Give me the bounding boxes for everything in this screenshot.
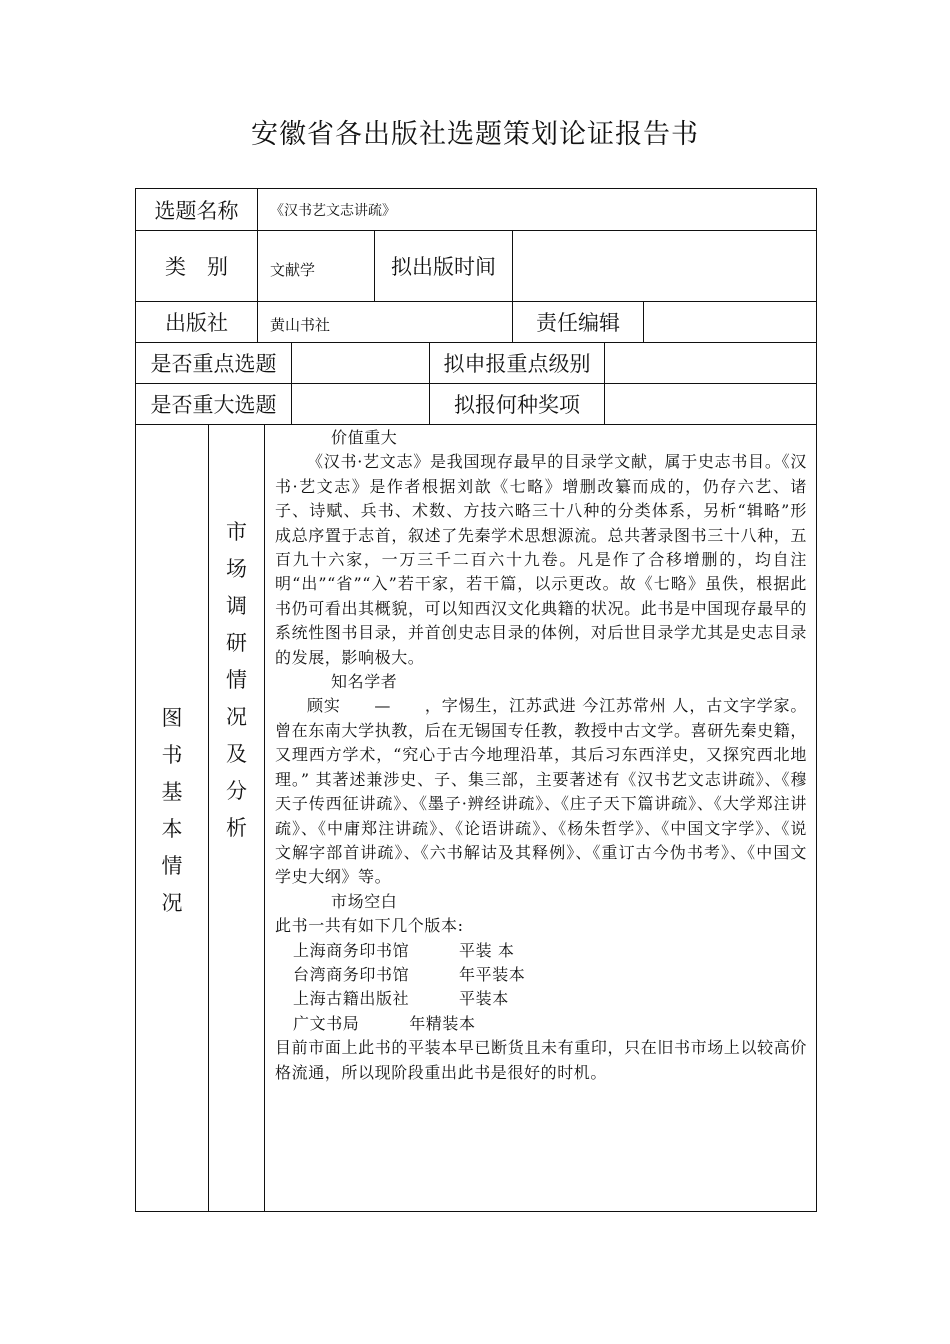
award-label: 拟报何种奖项	[454, 393, 580, 417]
vertical-char: 研	[226, 631, 247, 655]
row-divider	[135, 424, 817, 425]
edition-line: 广文书局 年精装本	[293, 1013, 476, 1033]
category-value[interactable]: 文献学	[270, 260, 316, 279]
is-major-topic-label: 是否重大选题	[150, 393, 277, 417]
section-book-basic-info-label	[136, 700, 208, 922]
award-value[interactable]	[605, 384, 817, 424]
col-divider	[264, 424, 265, 1212]
topic-name-label: 选题名称	[154, 198, 239, 223]
vertical-char: 调	[226, 594, 247, 618]
key-level-value[interactable]	[605, 343, 817, 383]
is-key-topic-label: 是否重点选题	[150, 352, 277, 376]
vertical-char: 析	[226, 816, 247, 840]
conclusion-paragraph: 目前市面上此书的平装本早已断货且未有重印，只在旧书市场上以较高价格流通，所以现阶段重出此书是很好的时机。	[275, 1038, 807, 1082]
planned-pub-time-value[interactable]	[513, 231, 817, 301]
planned-pub-time-label: 拟出版时间	[391, 255, 496, 279]
publisher-value[interactable]: 黄山书社	[270, 315, 331, 334]
editor-label: 责任编辑	[536, 311, 620, 335]
market-analysis-content	[275, 426, 807, 1085]
editions-intro: 此书一共有如下几个版本:	[275, 916, 464, 936]
section-market-research-label	[209, 514, 264, 847]
edition-line: 台湾商务印书馆 年平装本	[293, 964, 526, 984]
is-major-topic-value[interactable]	[292, 384, 429, 424]
vertical-char: 况	[161, 891, 183, 915]
market-gap-heading: 市场空白	[331, 891, 398, 911]
vertical-char: 本	[161, 817, 183, 841]
vertical-char: 市	[226, 520, 247, 544]
edition-line: 上海古籍出版社 平装本	[293, 989, 509, 1009]
vertical-char: 情	[226, 668, 247, 692]
vertical-char: 况	[226, 705, 247, 729]
editor-value[interactable]	[644, 302, 817, 342]
vertical-char: 基	[161, 780, 183, 804]
value-heading: 价值重大	[331, 428, 398, 447]
page-title: 安徽省各出版社选题策划论证报告书	[251, 119, 699, 150]
vertical-char: 书	[161, 743, 183, 767]
key-level-label: 拟申报重点级别	[443, 352, 591, 376]
value-paragraph: 《汉书·艺文志》是我国现存最早的目录学文献，属于史志书目。《汉书·艺文志》是作者根据刘歆《七略》增删改纂而成的，仍存六艺、诸子、诗赋、兵书、术数、方技六略三十八种的分类体系，另析“辑略”形成总序置于志首，叙述了先秦学术思想源流。总共著录图书三十八种，五百九十六家，一万三千二百六十九卷。凡是作了合移增删的，均自注明“出”“省”“入”若干家，若干篇，以示更改。故《七略》虽佚，根据此书仍可看出其概貌，可以知西汉文化典籍的状况。此书是中国现存最早的系统性图书目录，并首创史志目录的体例，对后世目录学尤其是史志目录的发展，影响极大。	[275, 452, 807, 667]
scholar-heading: 知名学者	[331, 672, 398, 692]
vertical-char: 及	[226, 742, 247, 766]
scholar-paragraph: 顾实 — ，字惕生，江苏武进 今江苏常州 人，古文字学家。曾在东南大学执教，后在无锡国专任教，教授中古文学。喜研先秦史籍，又理西方学术，“究心于古今地理沿革，其后习东西洋史，又探究西北地理。” 其著述兼涉史、子、集三部，主要著述有《汉书艺文志讲疏》、《穆天子传西征讲疏》、《墨子·辨经讲疏》、《庄子天下篇讲疏》、《大学郑注讲疏》、《中庸郑注讲疏》、《论语讲疏》、《杨朱哲学》、《中国文字学》、《说文解字部首讲疏》、《六书解诂及其释例》、《重订古今伪书考》、《中国文学史大纲》等。	[275, 696, 807, 887]
topic-name-value[interactable]: 《汉书艺文志讲疏》	[270, 202, 396, 219]
category-label: 类 别	[165, 255, 228, 279]
vertical-char: 场	[226, 557, 247, 581]
edition-line: 上海商务印书馆 平装 本	[293, 940, 515, 960]
vertical-char: 情	[161, 854, 183, 878]
publisher-label: 出版社	[165, 311, 228, 335]
is-key-topic-value[interactable]	[292, 343, 429, 383]
vertical-char: 图	[161, 706, 183, 730]
vertical-char: 分	[226, 779, 247, 803]
